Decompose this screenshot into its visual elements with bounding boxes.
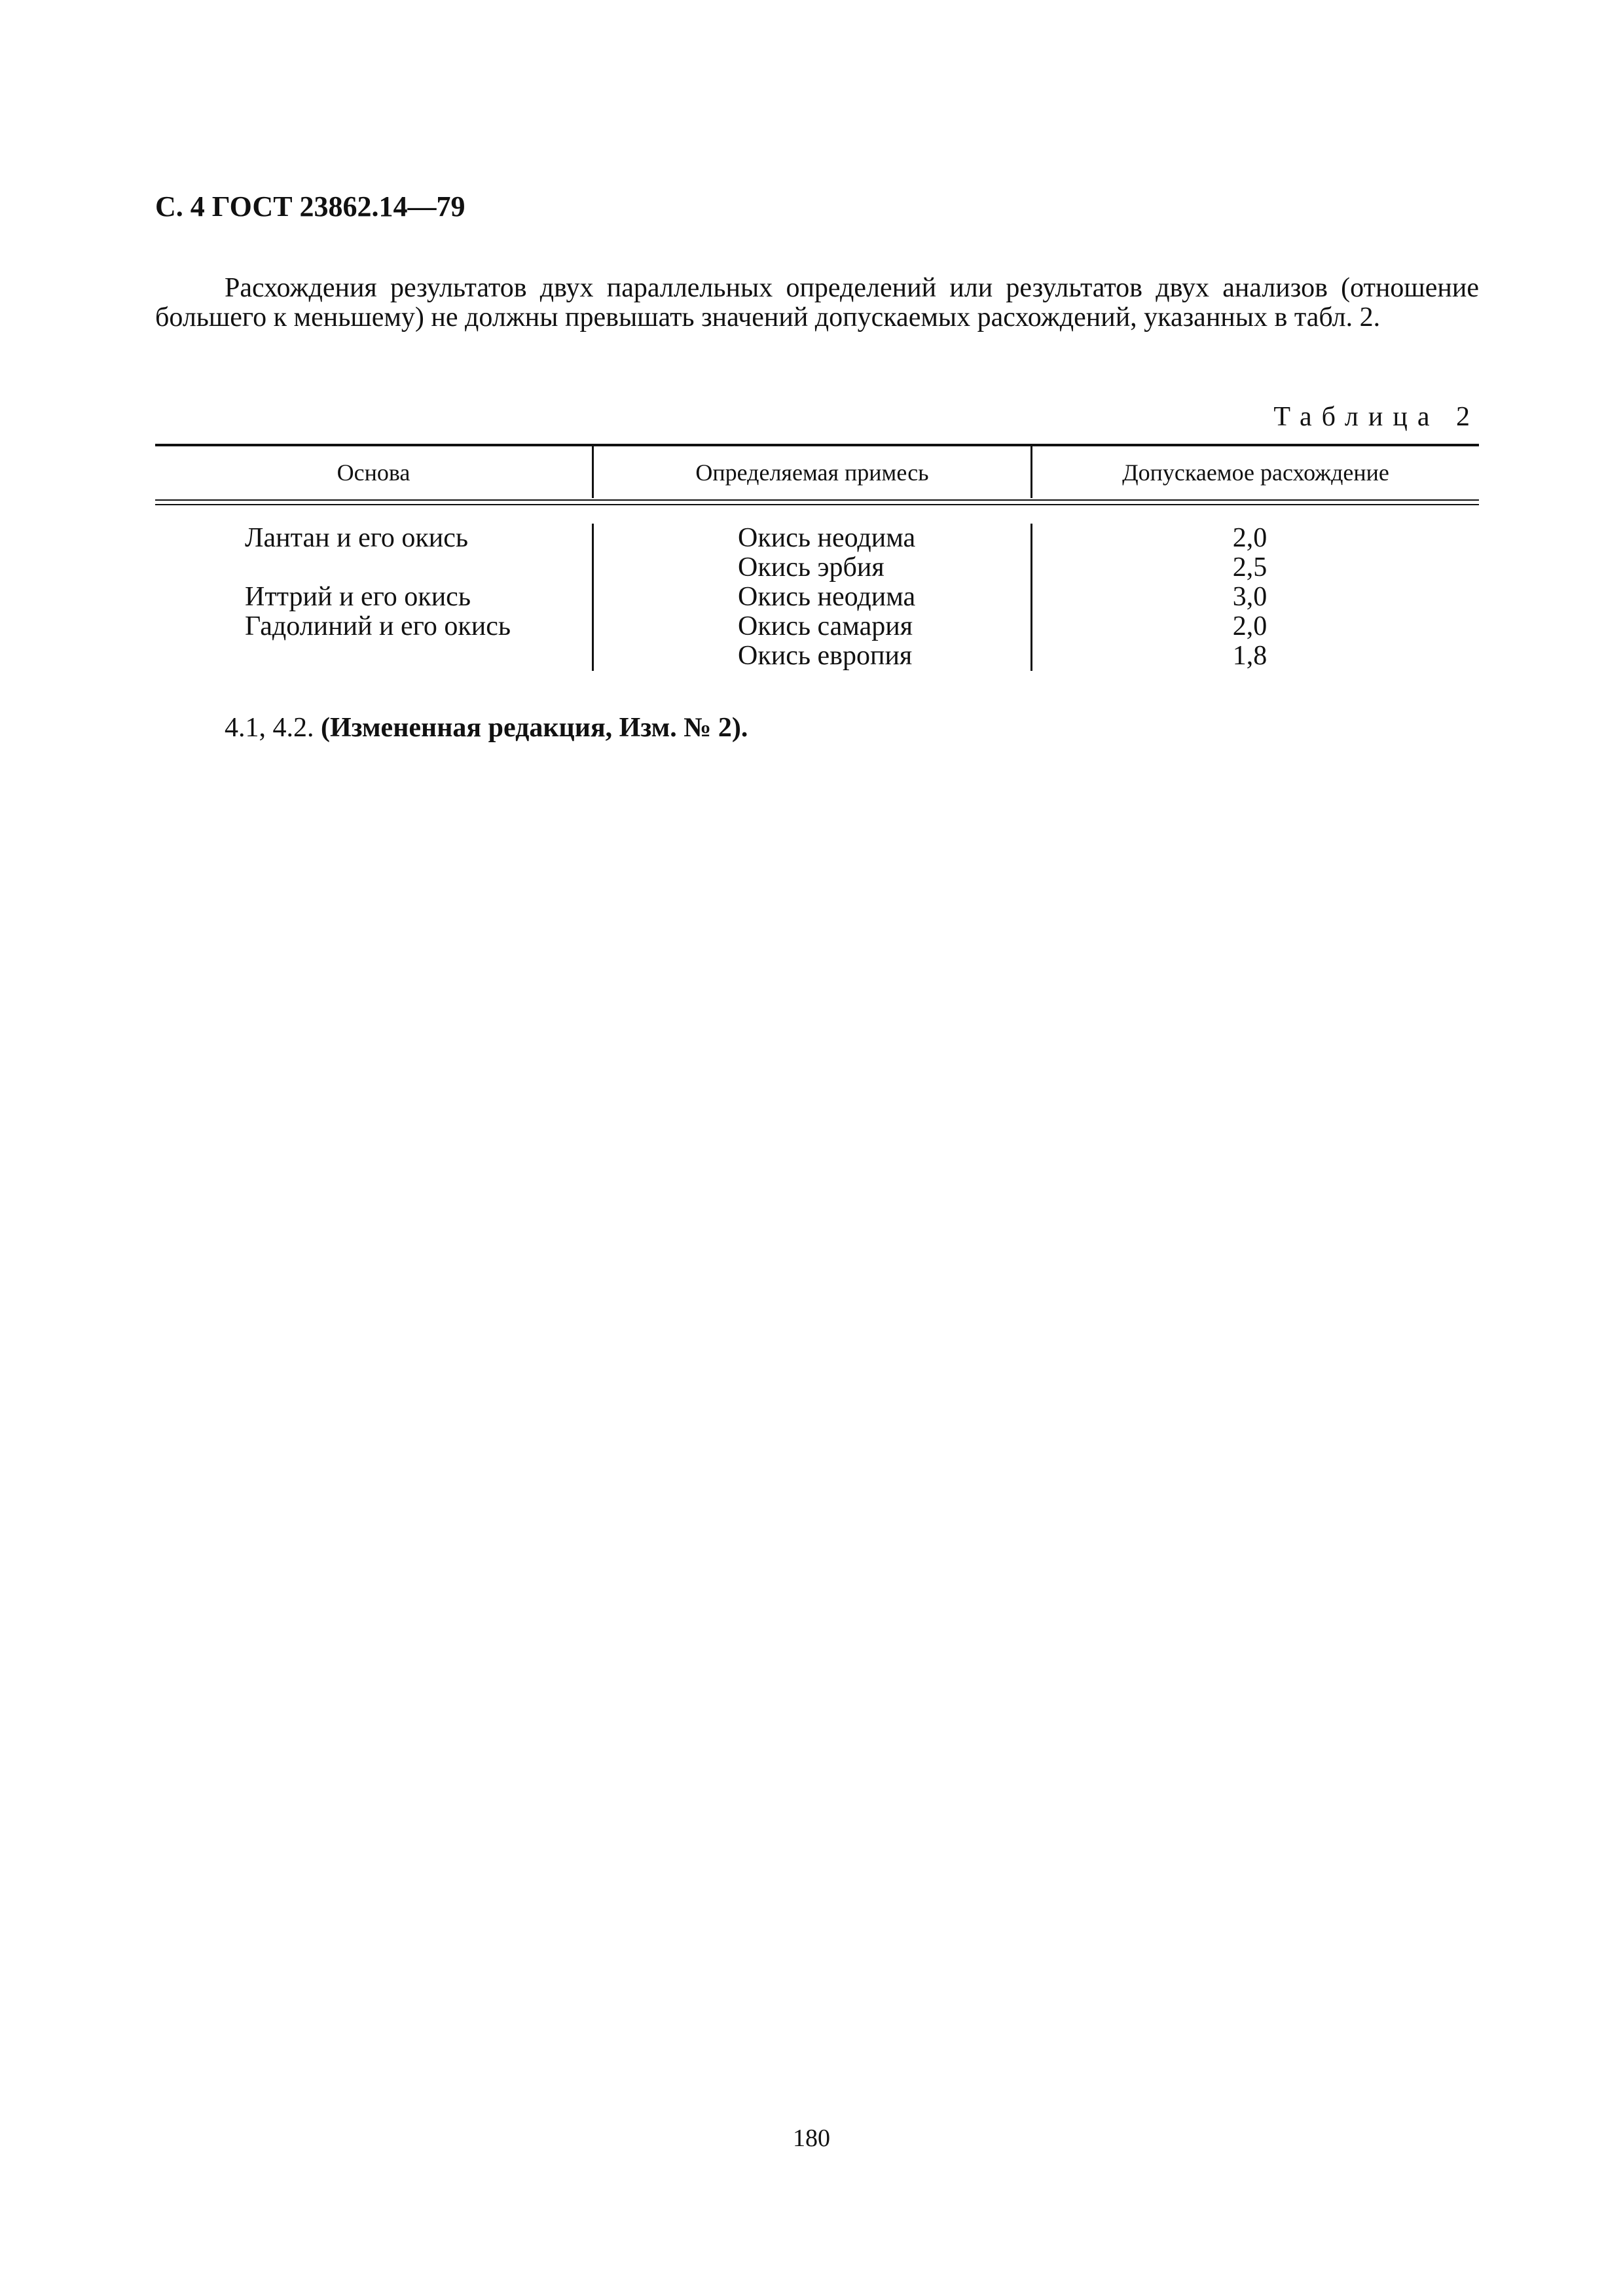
column-header-impurity: Определяемая примесь (594, 446, 1032, 498)
table-cell: Иттрий и его окись (245, 582, 471, 612)
column-header-base: Основа (155, 446, 594, 498)
page-number: 180 (793, 2125, 830, 2152)
page-header: С. 4 ГОСТ 23862.14—79 (155, 190, 465, 223)
tolerance-table (155, 444, 1479, 676)
table-cell: Окись самария (738, 611, 913, 641)
table-cell: 2,0 (1232, 611, 1267, 641)
column-tolerance (1032, 524, 1479, 671)
table-cell: Окись европия (738, 641, 913, 671)
table-cell (155, 553, 592, 583)
header-double-rule (155, 498, 1479, 507)
amendment-prefix: 4.1, 4.2. (225, 713, 321, 743)
column-header-tolerance: Допускаемое расхождение (1122, 459, 1389, 486)
column-impurity (594, 524, 1032, 671)
table-cell: Лантан и его окись (245, 523, 469, 553)
column-base (155, 524, 594, 671)
table-cell: 2,0 (1232, 523, 1267, 553)
table-cell: 2,5 (1232, 552, 1267, 583)
table-cell: Гадолиний и его окись (245, 611, 511, 641)
table-cell: 1,8 (1232, 641, 1267, 671)
intro-paragraph: Расхождения результатов двух параллельных определений или результатов двух анализов (отношение большего к меньшему) не должны превышать значений допускаемых расхождений, указанных в табл. 2. (155, 273, 1479, 332)
table-caption: Таблица 2 (1273, 402, 1480, 432)
table-cell: Окись неодима (738, 523, 916, 553)
amendment-bold: (Измененная редакция, Изм. № 2). (321, 713, 748, 743)
table-cell: 3,0 (1232, 582, 1267, 612)
table-body (155, 507, 1479, 676)
table-header-row (155, 444, 1479, 498)
table-cell (155, 641, 592, 671)
table-cell: Окись эрбия (738, 552, 884, 583)
table-cell: Окись неодима (738, 582, 916, 612)
amendment-note (225, 712, 748, 744)
